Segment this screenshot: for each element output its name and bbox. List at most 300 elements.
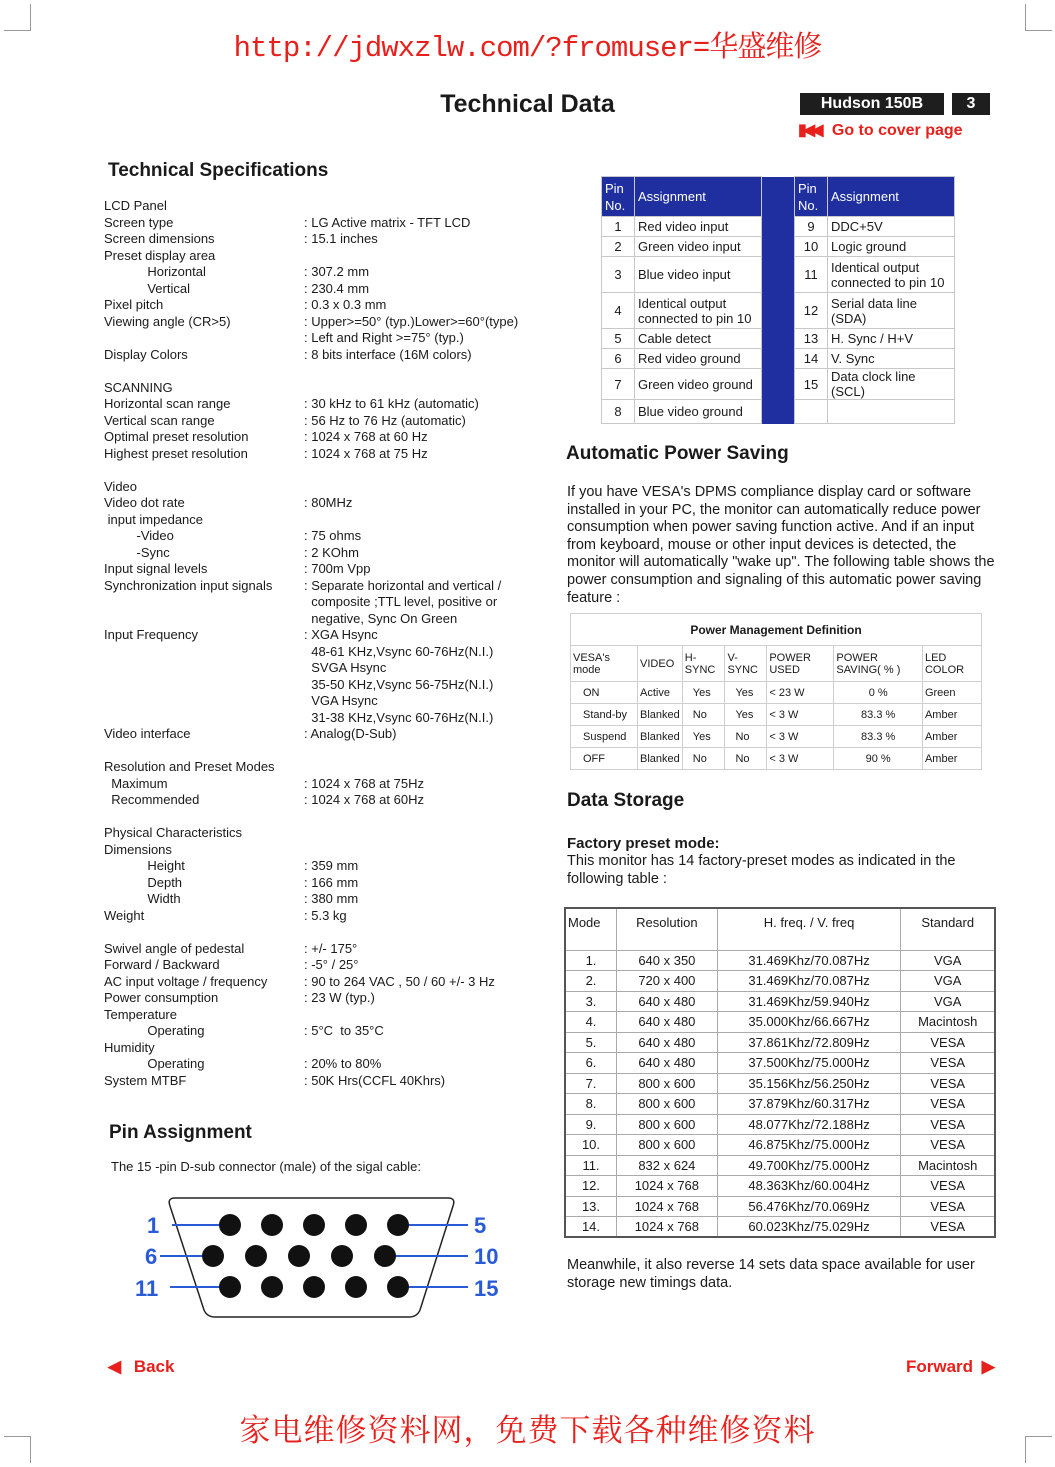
spec-row <box>104 677 564 694</box>
mode-cell: 31.469Khz/59.940Hz <box>717 991 901 1012</box>
mode-cell: 800 x 600 <box>617 1135 718 1156</box>
mode-cell: 5. <box>565 1032 617 1053</box>
mode-cell: 7. <box>565 1073 617 1094</box>
spec-label: Resolution and Preset Modes <box>104 759 275 774</box>
mode-row <box>565 1012 995 1033</box>
modes-table <box>564 907 996 1238</box>
mode-cell: VESA <box>901 1114 995 1135</box>
spec-value: : 30 kHz to 61 kHz (automatic) <box>304 396 479 411</box>
pin-header-1: Pin No. <box>602 177 635 217</box>
spec-row <box>104 1007 564 1024</box>
spec-value: : -5° / 25° <box>304 957 359 972</box>
pin-assignment: Cable detect <box>635 329 762 349</box>
spec-row <box>104 297 564 314</box>
pin-table <box>601 176 955 424</box>
cover-link-label: Go to cover page <box>831 122 963 139</box>
pin-assignment: Blue video ground <box>635 400 762 424</box>
pin-table-separator <box>762 329 795 349</box>
spec-row <box>104 941 564 958</box>
power-table-title: Power Management Definition <box>571 614 982 646</box>
power-cell: < 3 W <box>767 704 834 726</box>
power-row <box>571 726 982 748</box>
power-cell: Blanked <box>638 704 683 726</box>
pin-assignment: Blue video input <box>635 257 762 293</box>
spec-value: : 2 KOhm <box>304 544 359 560</box>
mode-cell: VESA <box>901 1073 995 1094</box>
pin-number: 1 <box>602 217 635 237</box>
spec-spacer <box>104 743 564 760</box>
pin-row <box>602 369 955 400</box>
spec-row <box>104 974 564 991</box>
pin-table-separator <box>762 217 795 237</box>
power-cell: < 3 W <box>767 726 834 748</box>
pin-row <box>602 237 955 257</box>
spec-label: Preset display area <box>104 247 216 263</box>
storage-footer: Meanwhile, it also reverse 14 sets data space available for user storage new timings data. <box>567 1257 975 1291</box>
pin-hole-7 <box>245 1245 267 1267</box>
spec-row <box>104 644 564 661</box>
footer-watermark: 家电维修资料网，免费下载各种维修资料 <box>239 1413 816 1448</box>
power-cell: OFF <box>571 748 638 770</box>
spec-label: Video <box>104 478 138 494</box>
spec-value: : 1024 x 768 at 60 Hz <box>304 429 428 444</box>
mode-cell: 49.700Khz/75.000Hz <box>717 1155 901 1176</box>
spec-value: 31-38 KHz,Vsync 60-76Hz(N.I.) <box>304 709 494 725</box>
power-cell: Suspend <box>571 726 638 748</box>
spec-value: : 1024 x 768 at 75Hz <box>304 775 424 791</box>
power-cell: No <box>725 748 767 770</box>
spec-row <box>104 413 564 430</box>
spec-row <box>104 198 564 215</box>
power-cell: No <box>682 704 725 726</box>
spec-value: VGA Hsync <box>304 693 378 708</box>
pin-number: 12 <box>795 293 828 329</box>
spec-label: Screen type <box>104 214 174 230</box>
spec-row <box>104 512 564 529</box>
spec-row <box>104 710 564 727</box>
power-paragraph: If you have VESA's DPMS compliance display card or software installed in your PC, the monitor can automatically reduce power consumption when power saving function active. And if an input from keyboard, mouse or other input devices is detected, the monitor will automatically "wake up". The following table shows the power consumption and signaling of this automatic power saving feature : <box>567 484 995 606</box>
spec-label: Optimal preset resolution <box>104 429 249 444</box>
power-cell: No <box>725 726 767 748</box>
pin-table-separator <box>762 400 795 424</box>
power-row <box>571 682 982 704</box>
spec-row <box>104 611 564 628</box>
pin-assignment: Red video input <box>635 217 762 237</box>
mode-cell: 640 x 350 <box>617 950 718 971</box>
power-cell: Yes <box>682 726 725 748</box>
pin-assignment: Green video input <box>635 237 762 257</box>
mode-row <box>565 1155 995 1176</box>
pin-hole-5 <box>387 1214 409 1236</box>
pin-row <box>602 293 955 329</box>
mode-cell: 3. <box>565 991 617 1012</box>
pin-assignment: H. Sync / H+V <box>828 329 955 349</box>
spec-value: composite ;TTL level, positive or <box>304 594 498 609</box>
mode-cell: 31.469Khz/70.087Hz <box>717 950 901 971</box>
spec-value: : 1024 x 768 at 60Hz <box>304 792 424 807</box>
spec-row <box>104 825 564 842</box>
cover-link[interactable] <box>798 120 963 140</box>
pin-row <box>602 400 955 424</box>
spec-label: Synchronization input signals <box>104 577 273 593</box>
pin-table-separator <box>762 177 795 217</box>
spec-spacer <box>104 363 564 380</box>
power-column-header: POWER SAVING( % ) <box>834 646 923 682</box>
mode-row <box>565 1094 995 1115</box>
mode-cell: VESA <box>901 1135 995 1156</box>
spec-value: : 230.4 mm <box>304 280 370 296</box>
spec-label: Depth <box>104 874 183 890</box>
spec-row <box>104 957 564 974</box>
spec-row <box>104 594 564 611</box>
spec-value: : 359 mm <box>304 858 359 873</box>
pin-assignment: Identical output connected to pin 10 <box>828 257 955 293</box>
model-badge: Hudson 150B <box>800 93 944 115</box>
power-column-header: VIDEO <box>638 646 683 682</box>
spec-label: Highest preset resolution <box>104 445 248 461</box>
spec-label: Viewing angle (CR>5) <box>104 313 231 329</box>
spec-row <box>104 347 564 364</box>
power-cell: 83.3 % <box>834 726 923 748</box>
pin-assignment: V. Sync <box>828 349 955 369</box>
pin-table-separator <box>762 257 795 293</box>
mode-cell: 46.875Khz/75.000Hz <box>717 1135 901 1156</box>
spec-row <box>104 990 564 1007</box>
mode-cell: 640 x 480 <box>617 1012 718 1033</box>
pin-number: 8 <box>602 400 635 424</box>
pin-label-15: 15 <box>474 1276 499 1301</box>
spec-label: Forward / Backward <box>104 957 220 972</box>
mode-cell: 35.000Khz/66.667Hz <box>717 1012 901 1033</box>
spec-row <box>104 248 564 265</box>
spec-label: Physical Characteristics <box>104 825 242 840</box>
spec-label: Display Colors <box>104 346 188 362</box>
mode-cell: 48.077Khz/72.188Hz <box>717 1114 901 1135</box>
spec-label: -Video <box>104 528 174 543</box>
pin-hole-3 <box>303 1214 325 1236</box>
spec-row <box>104 891 564 908</box>
spec-row <box>104 281 564 298</box>
mode-cell: 1024 x 768 <box>617 1217 718 1238</box>
spec-value: : 0.3 x 0.3 mm <box>304 297 387 312</box>
pin-row <box>602 217 955 237</box>
spec-label: Swivel angle of pedestal <box>104 940 245 956</box>
mode-cell: 35.156Khz/56.250Hz <box>717 1073 901 1094</box>
pin-number <box>795 400 828 424</box>
pin-assignment <box>828 400 955 424</box>
spec-label: Power consumption <box>104 990 219 1005</box>
pin-row <box>602 257 955 293</box>
mode-cell: 640 x 480 <box>617 991 718 1012</box>
spec-label: Maximum <box>104 775 168 791</box>
spec-row <box>104 429 564 446</box>
mode-column-header: Mode <box>565 908 617 950</box>
forward-arrow-icon: ▶ <box>981 1357 995 1376</box>
mode-cell: VESA <box>901 1032 995 1053</box>
mode-row <box>565 1196 995 1217</box>
pin-number: 10 <box>795 237 828 257</box>
power-row <box>571 748 982 770</box>
power-cell: < 3 W <box>767 748 834 770</box>
pin-hole-4 <box>345 1214 367 1236</box>
mode-cell: 6. <box>565 1053 617 1074</box>
mode-cell: Macintosh <box>901 1155 995 1176</box>
pin-assignment: Identical output connected to pin 10 <box>635 293 762 329</box>
assignment-header-2: Assignment <box>828 177 955 217</box>
pin-hole-13 <box>303 1276 325 1298</box>
pin-number: 2 <box>602 237 635 257</box>
spec-row <box>104 215 564 232</box>
pin-hole-14 <box>345 1276 367 1298</box>
spec-label: Screen dimensions <box>104 231 215 246</box>
mode-cell: 14. <box>565 1217 617 1238</box>
spec-row <box>104 264 564 281</box>
mode-cell: VESA <box>901 1053 995 1074</box>
power-cell: No <box>682 748 725 770</box>
mode-column-header: H. freq. / V. freq <box>717 908 901 950</box>
pin-assignment: Logic ground <box>828 237 955 257</box>
spec-value: SVGA Hsync <box>304 660 387 675</box>
spec-row <box>104 446 564 463</box>
pin-hole-10 <box>374 1245 396 1267</box>
mode-cell: Macintosh <box>901 1012 995 1033</box>
pin-hole-9 <box>331 1245 353 1267</box>
mode-row <box>565 991 995 1012</box>
spec-row <box>104 396 564 413</box>
spec-row <box>104 842 564 859</box>
spec-value: 48-61 KHz,Vsync 60-76Hz(N.I.) <box>304 643 494 659</box>
power-cell: Yes <box>725 682 767 704</box>
spec-label: Horizontal <box>104 264 206 279</box>
storage-heading: Data Storage <box>567 790 685 811</box>
spec-label: Pixel pitch <box>104 297 164 312</box>
spec-value: : LG Active matrix - TFT LCD <box>304 214 471 230</box>
mode-cell: 37.500Khz/75.000Hz <box>717 1053 901 1074</box>
spec-row <box>104 528 564 545</box>
spec-row <box>104 759 564 776</box>
mode-row <box>565 1135 995 1156</box>
pin-assignment: Red video ground <box>635 349 762 369</box>
power-cell: Blanked <box>638 726 683 748</box>
pin-table-separator <box>762 237 795 257</box>
pin-label-1: 1 <box>147 1213 160 1238</box>
spec-label: Width <box>104 891 181 906</box>
power-column-header: POWER USED <box>767 646 834 682</box>
pin-number: 13 <box>795 329 828 349</box>
spec-label: LCD Panel <box>104 198 167 213</box>
pin-hole-2 <box>261 1214 283 1236</box>
pin-table-separator <box>762 369 795 400</box>
mode-cell: 1024 x 768 <box>617 1196 718 1217</box>
mode-cell: VESA <box>901 1176 995 1197</box>
spec-row <box>104 380 564 397</box>
spec-label: Weight <box>104 907 145 923</box>
power-cell: Blanked <box>638 748 683 770</box>
spec-row <box>104 1073 564 1090</box>
pin-number: 5 <box>602 329 635 349</box>
back-label: Back <box>133 1357 175 1376</box>
spec-row <box>104 495 564 512</box>
specs-heading: Technical Specifications <box>108 160 329 181</box>
spec-value: negative, Sync On Green <box>304 610 458 626</box>
spec-spacer <box>104 809 564 826</box>
mode-cell: VGA <box>901 950 995 971</box>
back-link[interactable] <box>108 1357 174 1377</box>
assignment-header-1: Assignment <box>635 177 762 217</box>
mode-cell: VESA <box>901 1196 995 1217</box>
spec-value: : 80MHz <box>304 495 353 510</box>
spec-label: Vertical <box>104 280 190 296</box>
pin-label-6: 6 <box>145 1244 158 1269</box>
pin-hole-8 <box>288 1245 310 1267</box>
power-cell: < 23 W <box>767 682 834 704</box>
mode-cell: 1. <box>565 950 617 971</box>
mode-row <box>565 1053 995 1074</box>
pin-hole-6 <box>202 1245 224 1267</box>
mode-row <box>565 971 995 992</box>
pin-table-separator <box>762 293 795 329</box>
mode-row <box>565 1032 995 1053</box>
spec-row <box>104 792 564 809</box>
mode-cell: VGA <box>901 971 995 992</box>
spec-row <box>104 479 564 496</box>
spec-value: 35-50 KHz,Vsync 56-75Hz(N.I.) <box>304 676 494 692</box>
pin-number: 9 <box>795 217 828 237</box>
spec-value: : 20% to 80% <box>304 1056 382 1071</box>
spec-label: Vertical scan range <box>104 412 215 428</box>
pin-hole-11 <box>219 1276 241 1298</box>
pin-number: 6 <box>602 349 635 369</box>
mode-cell: VGA <box>901 991 995 1012</box>
mode-cell: 8. <box>565 1094 617 1115</box>
pin-hole-12 <box>261 1276 283 1298</box>
pin-number: 4 <box>602 293 635 329</box>
spec-spacer <box>104 462 564 479</box>
pin-assignment: DDC+5V <box>828 217 955 237</box>
mode-cell: 4. <box>565 1012 617 1033</box>
mode-column-header: Resolution <box>617 908 718 950</box>
spec-value: : 5.3 kg <box>304 907 347 923</box>
page-title: Technical Data <box>440 90 615 118</box>
mode-cell: VESA <box>901 1217 995 1238</box>
spec-value: : 8 bits interface (16M colors) <box>304 346 472 362</box>
pin-number: 11 <box>795 257 828 293</box>
spec-value: : 50K Hrs(CCFL 40Khrs) <box>304 1072 446 1088</box>
spec-row <box>104 875 564 892</box>
forward-label: Forward <box>906 1357 974 1376</box>
power-cell: ON <box>571 682 638 704</box>
pin-label-10: 10 <box>474 1244 499 1269</box>
pin-row <box>602 329 955 349</box>
mode-cell: 48.363Khz/60.004Hz <box>717 1176 901 1197</box>
spec-value: : 166 mm <box>304 874 359 890</box>
pin-assignment-caption: The 15 -pin D-sub connector (male) of the sigal cable: <box>111 1159 421 1174</box>
spec-row <box>104 693 564 710</box>
mode-cell: VESA <box>901 1094 995 1115</box>
spec-row <box>104 545 564 562</box>
mode-cell: 800 x 600 <box>617 1114 718 1135</box>
mode-cell: 1024 x 768 <box>617 1176 718 1197</box>
factory-preset-heading: Factory preset mode: <box>567 835 720 852</box>
power-cell: Amber <box>922 726 981 748</box>
mode-cell: 56.476Khz/70.069Hz <box>717 1196 901 1217</box>
mode-cell: 10. <box>565 1135 617 1156</box>
spec-row <box>104 561 564 578</box>
spec-label: Operating <box>104 1056 205 1071</box>
watermark-url[interactable]: http://jdwxzlw.com/?fromuser=华盛维修 <box>233 32 822 65</box>
spec-value: : 5°C to 35°C <box>304 1023 384 1038</box>
spec-label: Height <box>104 858 185 873</box>
spec-value: : +/- 175° <box>304 940 358 956</box>
pin-label-5: 5 <box>474 1213 487 1238</box>
pin-assignment: Serial data line (SDA) <box>828 293 955 329</box>
spec-label: Recommended <box>104 792 200 807</box>
power-column-header: LED COLOR <box>922 646 981 682</box>
spec-row <box>104 330 564 347</box>
spec-row <box>104 726 564 743</box>
spec-label: input impedance <box>104 511 204 527</box>
power-cell: Yes <box>725 704 767 726</box>
pin-assignment: Data clock line (SCL) <box>828 369 955 400</box>
mode-cell: 12. <box>565 1176 617 1197</box>
spec-row <box>104 858 564 875</box>
spec-label: AC input voltage / frequency <box>104 973 268 989</box>
pin-hole-15 <box>387 1276 409 1298</box>
spec-label: System MTBF <box>104 1072 187 1088</box>
mode-cell: 2. <box>565 971 617 992</box>
spec-label: Video interface <box>104 726 191 741</box>
mode-row <box>565 1114 995 1135</box>
power-cell: Amber <box>922 704 981 726</box>
spec-value: : Upper>=50° (typ.)Lower>=60°(type) <box>304 313 519 329</box>
spec-value: : 15.1 inches <box>304 231 378 246</box>
spec-value: : Analog(D-Sub) <box>304 726 397 741</box>
forward-link[interactable] <box>906 1357 995 1377</box>
spec-value: : Left and Right >=75° (typ.) <box>304 330 464 345</box>
spec-row <box>104 231 564 248</box>
spec-value: : 56 Hz to 76 Hz (automatic) <box>304 412 466 428</box>
power-cell: Green <box>922 682 981 704</box>
spec-value: : 90 to 264 VAC , 50 / 60 +/- 3 Hz <box>304 973 495 989</box>
dsub-connector-diagram <box>130 1190 510 1330</box>
spec-row <box>104 776 564 793</box>
spec-label: Input Frequency <box>104 627 198 642</box>
power-cell: 83.3 % <box>834 704 923 726</box>
spec-value: : 380 mm <box>304 891 359 906</box>
spec-value: : 307.2 mm <box>304 264 370 279</box>
spec-value: : XGA Hsync <box>304 627 378 642</box>
spec-spacer <box>104 924 564 941</box>
spec-row <box>104 1023 564 1040</box>
mode-cell: 832 x 624 <box>617 1155 718 1176</box>
rewind-icon: ▮◀◀ <box>798 122 820 139</box>
power-cell: Stand-by <box>571 704 638 726</box>
pin-number: 14 <box>795 349 828 369</box>
spec-row <box>104 1040 564 1057</box>
mode-cell: 37.861Khz/72.809Hz <box>717 1032 901 1053</box>
power-heading: Automatic Power Saving <box>566 443 789 464</box>
power-cell: Yes <box>682 682 725 704</box>
mode-cell: 640 x 480 <box>617 1053 718 1074</box>
spec-value: : 1024 x 768 at 75 Hz <box>304 445 428 461</box>
spec-row <box>104 627 564 644</box>
power-row <box>571 704 982 726</box>
mode-cell: 720 x 400 <box>617 971 718 992</box>
spec-label: -Sync <box>104 544 170 560</box>
mode-cell: 11. <box>565 1155 617 1176</box>
mode-cell: 31.469Khz/70.087Hz <box>717 971 901 992</box>
spec-label: Temperature <box>104 1006 177 1022</box>
